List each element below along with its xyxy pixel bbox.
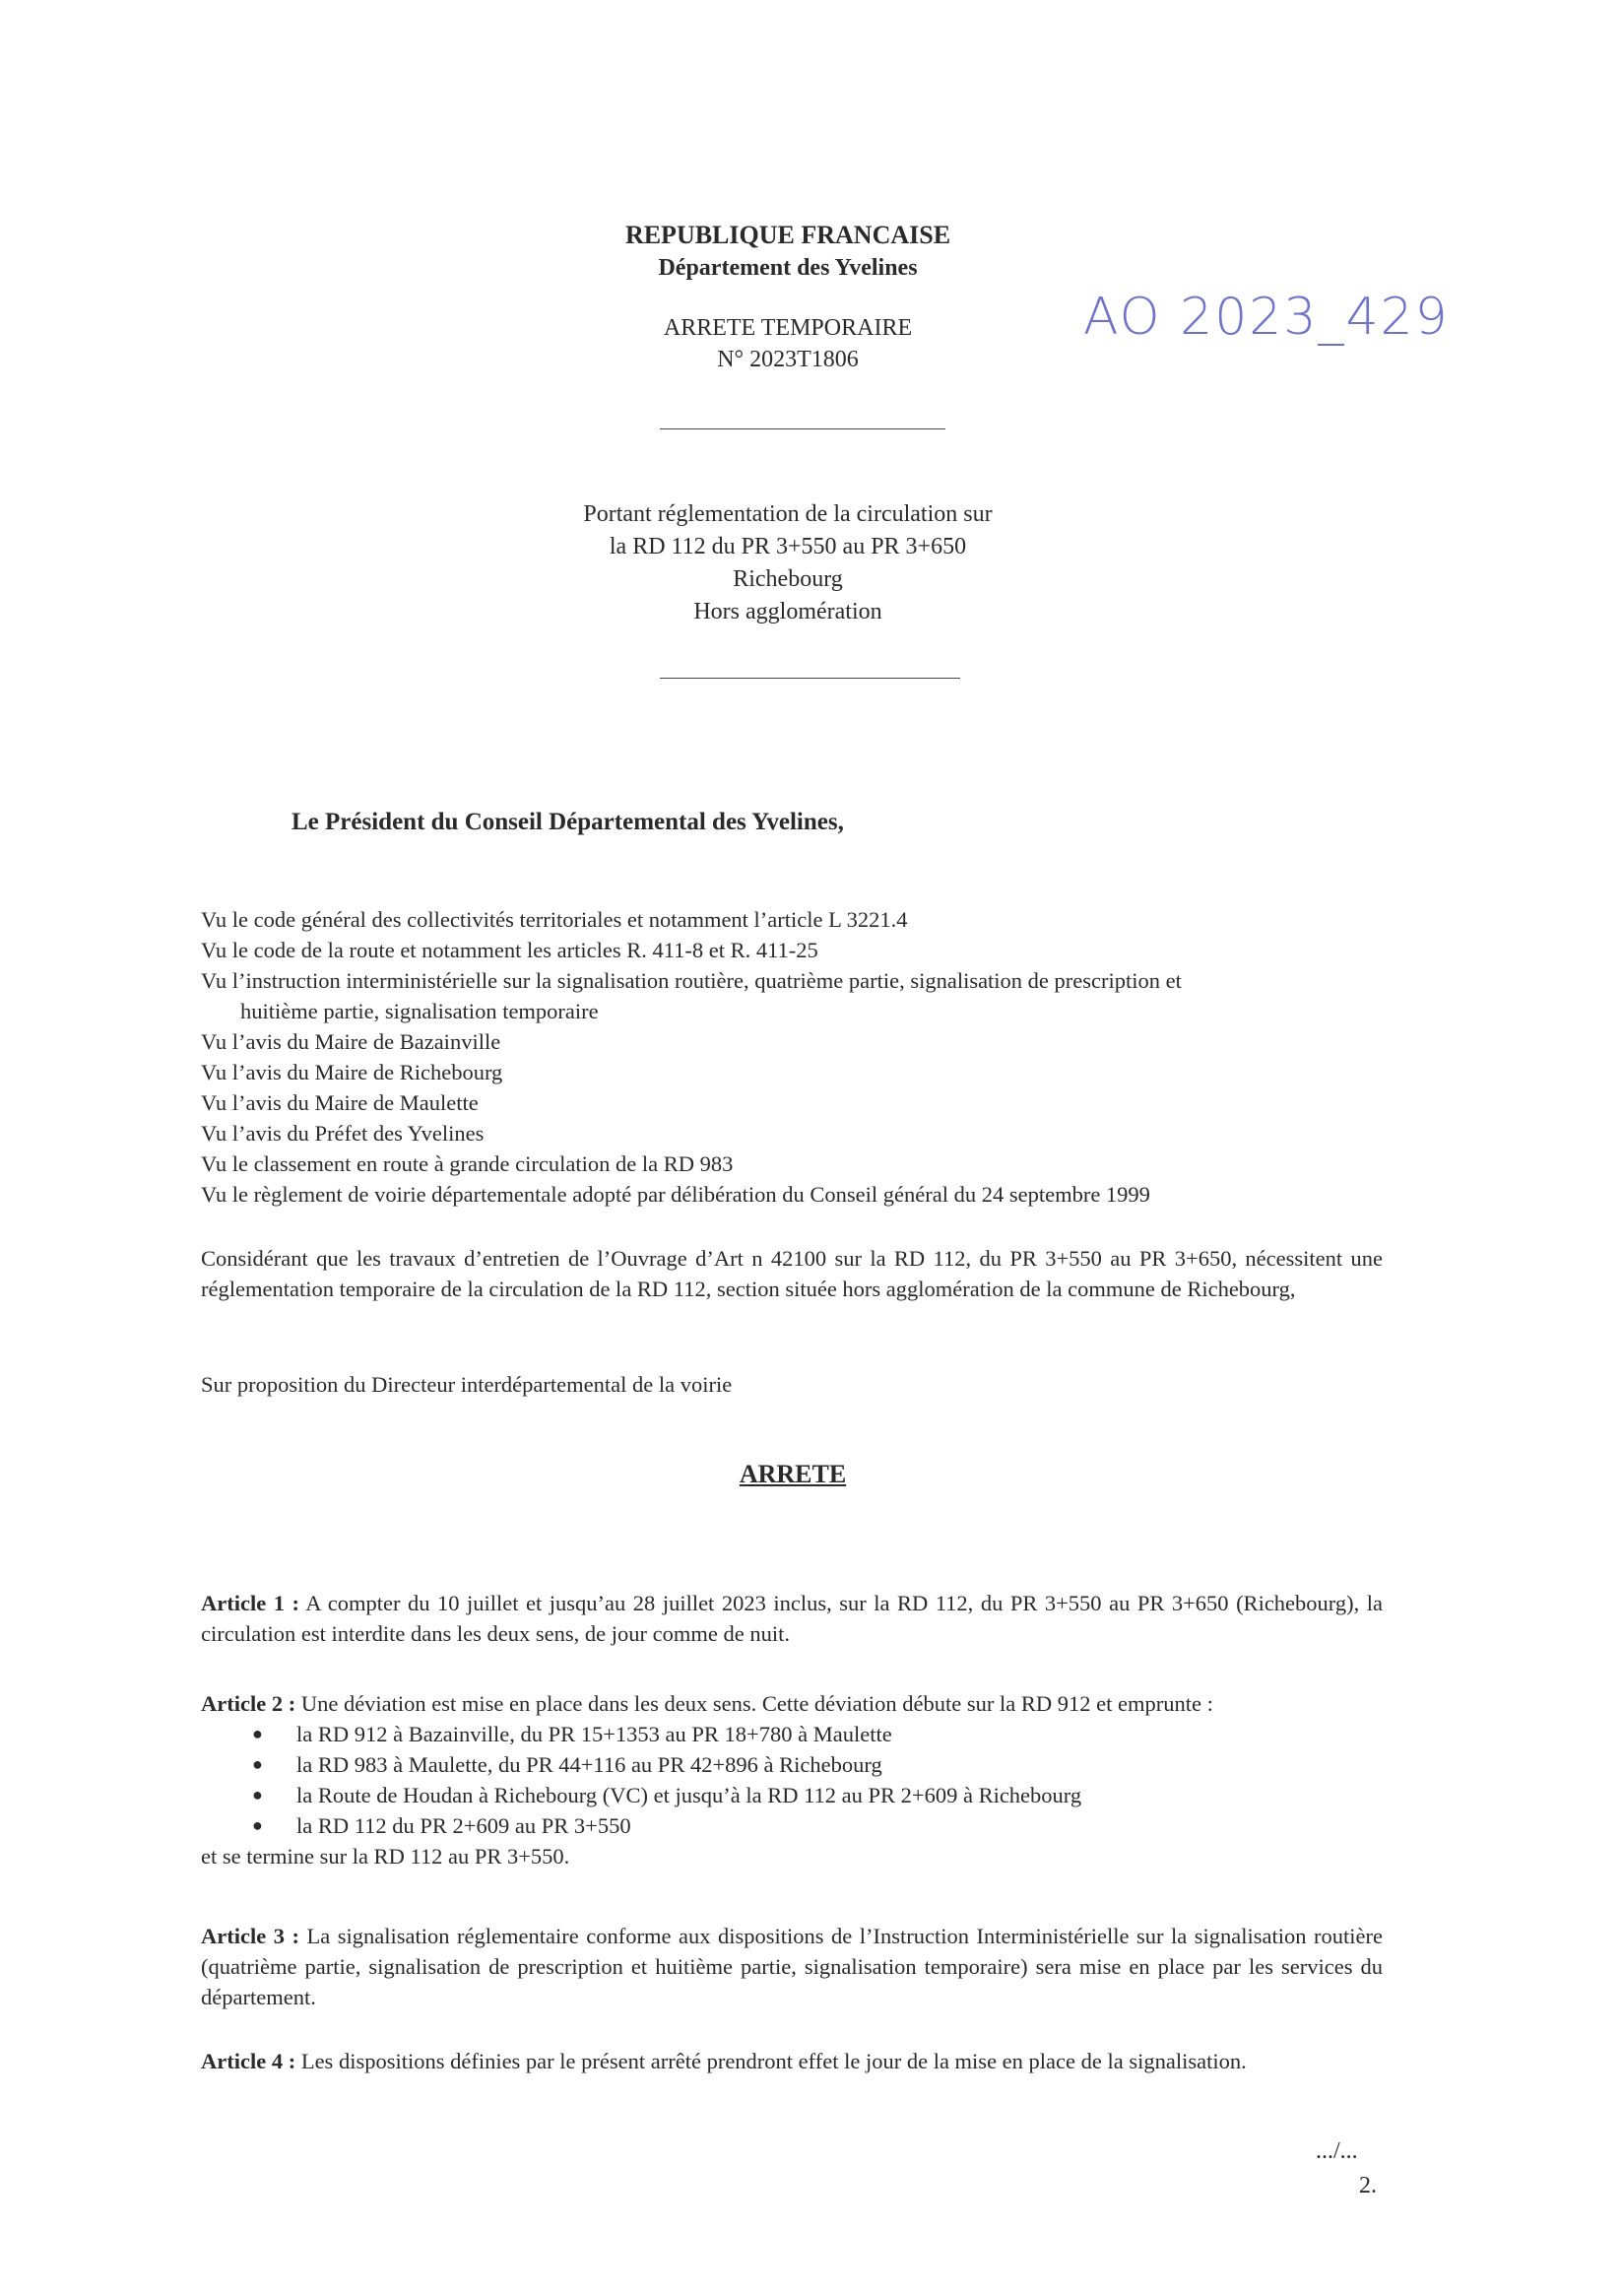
visa-line: Vu le code de la route et notamment les articles R. 411-8 et R. 411-25	[201, 938, 818, 962]
article-2	[201, 1688, 1383, 1871]
article-text: A compter du 10 juillet et jusqu’au 28 juillet 2023 inclus, sur la RD 112, du PR 3+550 au PR 3+650 (Richebourg), la circulation est interdite dans les deux sens, de jour comme de nuit.	[201, 1591, 1383, 1646]
bullet-icon: ●	[252, 1754, 263, 1774]
arrete-type: ARRETE TEMPORAIRE	[663, 315, 913, 341]
article-4	[201, 2046, 1383, 2076]
separator-line	[660, 428, 945, 429]
handwritten-reference-stamp: AO 2023_429	[1083, 288, 1450, 347]
visa-line: huitième partie, signalisation temporaire	[240, 999, 599, 1023]
list-item: ● la RD 112 du PR 2+609 au PR 3+550	[201, 1810, 1383, 1841]
arrete-number: N° 2023T1806	[717, 347, 859, 372]
article-text: La signalisation réglementaire conforme aux dispositions de l’Instruction Interministérielle sur la signalisation routière (quatrième partie, signalisation de prescription et huitième partie, signalisation temporaire) sera mise en place par les services du département.	[201, 1924, 1383, 2009]
subject-line: Portant réglementation de la circulation sur	[583, 501, 993, 527]
article-3	[201, 1921, 1383, 2012]
visas-list	[201, 904, 1383, 1210]
deviation-list	[201, 1719, 1383, 1841]
article-1	[201, 1588, 1383, 1649]
list-item: ● la Route de Houdan à Richebourg (VC) et jusqu’à la RD 112 au PR 2+609 à Richebourg	[201, 1780, 1383, 1810]
president-title: Le Président du Conseil Départemental des Yvelines,	[292, 809, 844, 835]
bullet-icon: ●	[252, 1785, 263, 1804]
article-label: Article 3 :	[201, 1924, 299, 1948]
list-item: ● la RD 912 à Bazainville, du PR 15+1353 au PR 18+780 à Maulette	[201, 1719, 1383, 1749]
visa-line: Vu l’avis du Préfet des Yvelines	[201, 1121, 485, 1146]
article-text: Les dispositions définies par le présent arrêté prendront effet le jour de la mise en place de la signalisation.	[295, 2049, 1247, 2073]
separator-line	[660, 678, 960, 679]
visa-line: Vu l’avis du Maire de Richebourg	[201, 1060, 503, 1084]
departement-heading: Département des Yvelines	[658, 255, 918, 281]
visa-line: Vu le code général des collectivités territoriales et notamment l’article L 3221.4	[201, 907, 908, 932]
subject-block	[512, 498, 1064, 628]
subject-line: la RD 112 du PR 3+550 au PR 3+650	[609, 534, 967, 559]
visa-line: Vu l’avis du Maire de Bazainville	[201, 1029, 501, 1054]
article-label: Article 1 :	[201, 1591, 299, 1615]
list-item: ● la RD 983 à Maulette, du PR 44+116 au PR 42+896 à Richebourg	[201, 1749, 1383, 1780]
visa-line: Vu l’instruction interministérielle sur la signalisation routière, quatrième partie, signalisation de prescription et	[201, 968, 1182, 993]
article-text: et se termine sur la RD 112 au PR 3+550.	[201, 1844, 570, 1869]
bullet-icon: ●	[252, 1724, 263, 1743]
visa-line: Vu le règlement de voirie départementale adopté par délibération du Conseil général du 24 septembre 1999	[201, 1182, 1150, 1207]
republique-heading: REPUBLIQUE FRANCAISE	[624, 221, 951, 249]
article-label: Article 2 :	[201, 1691, 296, 1716]
visa-line: Vu l’avis du Maire de Maulette	[201, 1090, 479, 1115]
continuation-mark: .../...	[1316, 2138, 1358, 2164]
visa-line: Vu le classement en route à grande circulation de la RD 983	[201, 1151, 734, 1176]
proposition-paragraph: Sur proposition du Directeur interdépartemental de la voirie	[201, 1372, 733, 1397]
article-label: Article 4 :	[201, 2049, 296, 2073]
subject-line: Hors agglomération	[693, 599, 882, 624]
arrete-title: ARRETE	[739, 1460, 847, 1488]
bullet-icon: ●	[252, 1815, 263, 1835]
article-text: Une déviation est mise en place dans les deux sens. Cette déviation débute sur la RD 912 et emprunte :	[295, 1691, 1213, 1716]
page-number: 2.	[1359, 2173, 1377, 2198]
considerant-paragraph: Considérant que les travaux d’entretien de l’Ouvrage d’Art n 42100 sur la RD 112, du PR 3+550 au PR 3+650, nécessitent une réglementation temporaire de la circulation de la RD 112, section située hors agglomération de la commune de Richebourg,	[201, 1246, 1383, 1301]
subject-line: Richebourg	[733, 566, 843, 592]
